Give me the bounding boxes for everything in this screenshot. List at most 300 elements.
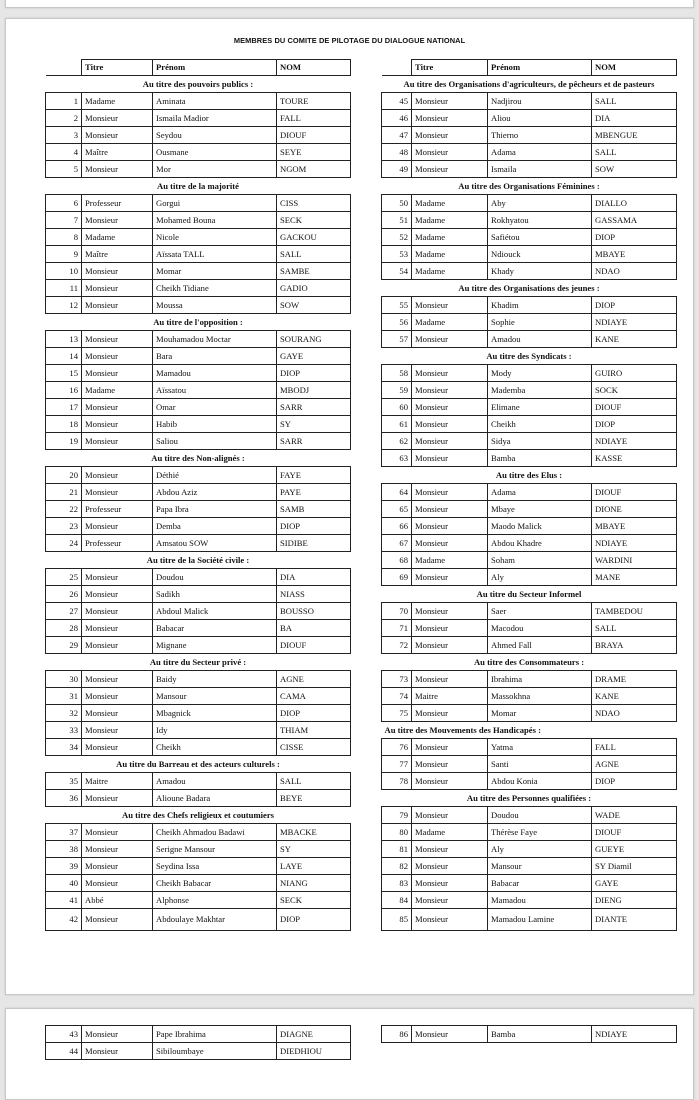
section-heading: Au titre de la majorité bbox=[46, 178, 351, 195]
header-titre: Titre bbox=[82, 60, 153, 76]
member-number: 71 bbox=[382, 620, 412, 637]
member-nom: WARDINI bbox=[592, 552, 677, 569]
member-row bbox=[382, 858, 677, 875]
member-titre: Monsieur bbox=[412, 450, 488, 467]
member-prenom: Sadikh bbox=[153, 586, 277, 603]
member-titre: Maitre bbox=[412, 688, 488, 705]
section-heading: Au titre des Mouvements des Handicapés : bbox=[382, 722, 677, 739]
member-titre: Abbé bbox=[82, 892, 153, 909]
member-number: 74 bbox=[382, 688, 412, 705]
member-prenom: Amsatou SOW bbox=[153, 535, 277, 552]
member-titre: Monsieur bbox=[412, 297, 488, 314]
member-titre: Professeur bbox=[82, 501, 153, 518]
member-titre: Monsieur bbox=[412, 127, 488, 144]
member-row bbox=[46, 858, 351, 875]
member-number: 44 bbox=[46, 1043, 82, 1060]
member-number: 2 bbox=[46, 110, 82, 127]
section-heading-row bbox=[382, 790, 677, 807]
member-titre: Monsieur bbox=[82, 263, 153, 280]
member-nom: DIANTE bbox=[592, 909, 677, 931]
member-nom: SALL bbox=[592, 620, 677, 637]
member-nom: GADIO bbox=[277, 280, 351, 297]
member-prenom: Gorgui bbox=[153, 195, 277, 212]
member-nom: DIOP bbox=[592, 773, 677, 790]
member-nom: THIAM bbox=[277, 722, 351, 739]
member-nom: BOUSSO bbox=[277, 603, 351, 620]
member-number: 42 bbox=[46, 909, 82, 931]
member-number: 38 bbox=[46, 841, 82, 858]
member-prenom: Aby bbox=[488, 195, 592, 212]
member-number: 20 bbox=[46, 467, 82, 484]
member-prenom: Sibiloumbaye bbox=[153, 1043, 277, 1060]
member-row bbox=[46, 637, 351, 654]
member-number: 29 bbox=[46, 637, 82, 654]
member-nom: GACKOU bbox=[277, 229, 351, 246]
section-heading: Au titre du Secteur privé : bbox=[46, 654, 351, 671]
member-number: 26 bbox=[46, 586, 82, 603]
member-titre: Monsieur bbox=[82, 875, 153, 892]
member-titre: Monsieur bbox=[412, 110, 488, 127]
member-titre: Monsieur bbox=[82, 433, 153, 450]
member-number: 25 bbox=[46, 569, 82, 586]
member-prenom: Nicole bbox=[153, 229, 277, 246]
member-prenom: Momar bbox=[153, 263, 277, 280]
member-number: 45 bbox=[382, 93, 412, 110]
member-titre: Maître bbox=[82, 144, 153, 161]
member-titre: Monsieur bbox=[82, 824, 153, 841]
member-titre: Monsieur bbox=[82, 280, 153, 297]
member-row bbox=[382, 144, 677, 161]
section-heading: Au titre des Organisations Féminines : bbox=[382, 178, 677, 195]
member-row bbox=[382, 297, 677, 314]
member-titre: Professeur bbox=[82, 195, 153, 212]
member-titre: Madame bbox=[82, 229, 153, 246]
header-number-cell bbox=[382, 60, 412, 76]
member-titre: Monsieur bbox=[412, 365, 488, 382]
member-prenom: Abdoulaye Makhtar bbox=[153, 909, 277, 931]
member-number: 57 bbox=[382, 331, 412, 348]
member-number: 5 bbox=[46, 161, 82, 178]
member-prenom: Saer bbox=[488, 603, 592, 620]
member-nom: SAMBE bbox=[277, 263, 351, 280]
member-number: 52 bbox=[382, 229, 412, 246]
member-number: 81 bbox=[382, 841, 412, 858]
member-row bbox=[46, 909, 351, 931]
member-number: 7 bbox=[46, 212, 82, 229]
member-row bbox=[382, 365, 677, 382]
members-table-right bbox=[381, 59, 677, 931]
section-heading: Au titre des Elus : bbox=[382, 467, 677, 484]
member-number: 78 bbox=[382, 773, 412, 790]
member-row bbox=[382, 433, 677, 450]
member-row bbox=[46, 399, 351, 416]
member-nom: NDIAYE bbox=[592, 535, 677, 552]
member-titre: Monsieur bbox=[82, 484, 153, 501]
member-row bbox=[382, 161, 677, 178]
member-row bbox=[46, 433, 351, 450]
member-row bbox=[382, 314, 677, 331]
member-titre: Monsieur bbox=[82, 212, 153, 229]
member-prenom: Cheikh bbox=[488, 416, 592, 433]
member-nom: DIEDHIOU bbox=[277, 1043, 351, 1060]
member-titre: Monsieur bbox=[412, 484, 488, 501]
member-prenom: Serigne Mansour bbox=[153, 841, 277, 858]
member-row bbox=[382, 450, 677, 467]
member-prenom: Bamba bbox=[488, 1026, 592, 1043]
member-number: 62 bbox=[382, 433, 412, 450]
member-titre: Monsieur bbox=[82, 365, 153, 382]
member-prenom: Mody bbox=[488, 365, 592, 382]
member-titre: Monsieur bbox=[412, 756, 488, 773]
member-number: 33 bbox=[46, 722, 82, 739]
member-row bbox=[382, 875, 677, 892]
member-row bbox=[382, 909, 677, 931]
member-nom: SOCK bbox=[592, 382, 677, 399]
member-row bbox=[382, 535, 677, 552]
member-prenom: Saliou bbox=[153, 433, 277, 450]
member-prenom: Ismaila bbox=[488, 161, 592, 178]
member-number: 85 bbox=[382, 909, 412, 931]
member-row bbox=[46, 229, 351, 246]
member-number: 40 bbox=[46, 875, 82, 892]
member-nom: SY bbox=[277, 416, 351, 433]
member-prenom: Adama bbox=[488, 484, 592, 501]
member-titre: Madame bbox=[412, 824, 488, 841]
member-prenom: Alioune Badara bbox=[153, 790, 277, 807]
member-number: 41 bbox=[46, 892, 82, 909]
member-titre: Monsieur bbox=[82, 858, 153, 875]
member-row bbox=[382, 892, 677, 909]
member-nom: DIOP bbox=[592, 416, 677, 433]
section-heading-row bbox=[46, 314, 351, 331]
section-heading: Au titre du Barreau et des acteurs culturels : bbox=[46, 756, 351, 773]
member-prenom: Doudou bbox=[488, 807, 592, 824]
member-prenom: Cheikh bbox=[153, 739, 277, 756]
member-titre: Monsieur bbox=[412, 841, 488, 858]
member-titre: Monsieur bbox=[82, 161, 153, 178]
member-titre: Monsieur bbox=[82, 569, 153, 586]
member-prenom: Mor bbox=[153, 161, 277, 178]
member-number: 54 bbox=[382, 263, 412, 280]
member-titre: Monsieur bbox=[82, 637, 153, 654]
member-titre: Monsieur bbox=[82, 620, 153, 637]
member-row bbox=[46, 348, 351, 365]
member-nom: DIALLO bbox=[592, 195, 677, 212]
member-row bbox=[382, 671, 677, 688]
member-prenom: Baidy bbox=[153, 671, 277, 688]
member-number: 64 bbox=[382, 484, 412, 501]
member-nom: TAMBEDOU bbox=[592, 603, 677, 620]
member-number: 59 bbox=[382, 382, 412, 399]
member-titre: Monsieur bbox=[82, 790, 153, 807]
member-nom: BEYE bbox=[277, 790, 351, 807]
member-number: 75 bbox=[382, 705, 412, 722]
member-prenom: Habib bbox=[153, 416, 277, 433]
member-row bbox=[46, 671, 351, 688]
member-nom: SAMB bbox=[277, 501, 351, 518]
member-nom: MBODJ bbox=[277, 382, 351, 399]
header-nom: NOM bbox=[592, 60, 677, 76]
member-titre: Monsieur bbox=[412, 399, 488, 416]
member-nom: MBACKE bbox=[277, 824, 351, 841]
member-titre: Monsieur bbox=[412, 705, 488, 722]
member-number: 83 bbox=[382, 875, 412, 892]
member-number: 86 bbox=[382, 1026, 412, 1043]
section-heading: Au titre de l'opposition : bbox=[46, 314, 351, 331]
member-prenom: Amadou bbox=[488, 331, 592, 348]
member-prenom: Mbagnick bbox=[153, 705, 277, 722]
member-nom: NDAO bbox=[592, 705, 677, 722]
member-row bbox=[46, 773, 351, 790]
member-nom: SALL bbox=[277, 246, 351, 263]
member-prenom: Mansour bbox=[488, 858, 592, 875]
document-title: MEMBRES DU COMITE DE PILOTAGE DU DIALOGUE NATIONAL bbox=[233, 36, 466, 45]
member-nom: BA bbox=[277, 620, 351, 637]
member-nom: KASSE bbox=[592, 450, 677, 467]
member-nom: MBAYE bbox=[592, 246, 677, 263]
member-titre: Madame bbox=[412, 195, 488, 212]
member-nom: SY Diamil bbox=[592, 858, 677, 875]
member-row bbox=[46, 739, 351, 756]
member-row bbox=[46, 722, 351, 739]
member-nom: DIAGNE bbox=[277, 1026, 351, 1043]
member-prenom: Babacar bbox=[153, 620, 277, 637]
member-number: 32 bbox=[46, 705, 82, 722]
section-heading: Au titre des Personnes qualifiées : bbox=[382, 790, 677, 807]
member-nom: MANE bbox=[592, 569, 677, 586]
header-titre: Titre bbox=[412, 60, 488, 76]
member-row bbox=[382, 739, 677, 756]
member-nom: SEYE bbox=[277, 144, 351, 161]
member-row bbox=[382, 807, 677, 824]
member-row bbox=[382, 399, 677, 416]
member-number: 15 bbox=[46, 365, 82, 382]
member-titre: Maître bbox=[82, 246, 153, 263]
section-heading-row bbox=[382, 178, 677, 195]
member-nom: SY bbox=[277, 841, 351, 858]
member-titre: Madame bbox=[412, 314, 488, 331]
member-prenom: Aliou bbox=[488, 110, 592, 127]
member-prenom: Doudou bbox=[153, 569, 277, 586]
member-titre: Monsieur bbox=[412, 858, 488, 875]
member-row bbox=[46, 144, 351, 161]
member-titre: Monsieur bbox=[82, 671, 153, 688]
member-prenom: Omar bbox=[153, 399, 277, 416]
member-nom: DIOP bbox=[277, 705, 351, 722]
section-heading-row bbox=[46, 552, 351, 569]
member-row bbox=[382, 263, 677, 280]
member-nom: MBENGUE bbox=[592, 127, 677, 144]
member-prenom: Aïssata TALL bbox=[153, 246, 277, 263]
member-titre: Monsieur bbox=[412, 875, 488, 892]
section-heading: Au titre des Syndicats : bbox=[382, 348, 677, 365]
member-titre: Monsieur bbox=[82, 705, 153, 722]
section-heading-row bbox=[382, 467, 677, 484]
members-table-left-continued bbox=[45, 1025, 351, 1060]
member-prenom: Aly bbox=[488, 569, 592, 586]
member-nom: DIOUF bbox=[592, 484, 677, 501]
member-titre: Monsieur bbox=[82, 467, 153, 484]
member-nom: DIOP bbox=[277, 365, 351, 382]
member-row bbox=[382, 229, 677, 246]
section-heading: Au titre des Consommateurs : bbox=[382, 654, 677, 671]
section-heading-row bbox=[382, 348, 677, 365]
member-nom: DIOUF bbox=[277, 127, 351, 144]
member-nom: DIOP bbox=[277, 518, 351, 535]
member-nom: SARR bbox=[277, 399, 351, 416]
member-titre: Monsieur bbox=[82, 331, 153, 348]
member-number: 84 bbox=[382, 892, 412, 909]
member-number: 67 bbox=[382, 535, 412, 552]
member-titre: Monsieur bbox=[82, 1026, 153, 1043]
member-titre: Madame bbox=[412, 246, 488, 263]
member-prenom: Babacar bbox=[488, 875, 592, 892]
member-titre: Monsieur bbox=[82, 110, 153, 127]
member-nom: NIASS bbox=[277, 586, 351, 603]
member-row bbox=[382, 331, 677, 348]
member-titre: Monsieur bbox=[82, 722, 153, 739]
member-number: 68 bbox=[382, 552, 412, 569]
member-number: 10 bbox=[46, 263, 82, 280]
member-row bbox=[46, 93, 351, 110]
member-prenom: Macodou bbox=[488, 620, 592, 637]
member-titre: Monsieur bbox=[82, 127, 153, 144]
member-row bbox=[382, 246, 677, 263]
member-row bbox=[382, 93, 677, 110]
member-nom: NDIAYE bbox=[592, 314, 677, 331]
member-number: 16 bbox=[46, 382, 82, 399]
header-prenom: Prénom bbox=[488, 60, 592, 76]
member-number: 80 bbox=[382, 824, 412, 841]
member-titre: Monsieur bbox=[412, 637, 488, 654]
member-row bbox=[46, 705, 351, 722]
member-nom: NDIAYE bbox=[592, 433, 677, 450]
member-nom: AGNE bbox=[592, 756, 677, 773]
member-prenom: Mignane bbox=[153, 637, 277, 654]
member-row bbox=[46, 467, 351, 484]
member-row bbox=[46, 586, 351, 603]
member-nom: CISSE bbox=[277, 739, 351, 756]
header-number-cell bbox=[46, 60, 82, 76]
member-row bbox=[46, 688, 351, 705]
member-number: 8 bbox=[46, 229, 82, 246]
member-row bbox=[382, 705, 677, 722]
member-number: 23 bbox=[46, 518, 82, 535]
header-prenom: Prénom bbox=[153, 60, 277, 76]
member-row bbox=[46, 824, 351, 841]
member-titre: Monsieur bbox=[82, 297, 153, 314]
section-heading: Au titre des pouvoirs publics : bbox=[46, 76, 351, 93]
member-number: 3 bbox=[46, 127, 82, 144]
member-row bbox=[382, 382, 677, 399]
member-prenom: Maodo Malick bbox=[488, 518, 592, 535]
member-nom: DIOP bbox=[592, 297, 677, 314]
member-nom: SALL bbox=[277, 773, 351, 790]
member-prenom: Mohamed Bouna bbox=[153, 212, 277, 229]
member-titre: Monsieur bbox=[412, 569, 488, 586]
member-nom: CISS bbox=[277, 195, 351, 212]
member-number: 51 bbox=[382, 212, 412, 229]
member-number: 65 bbox=[382, 501, 412, 518]
member-prenom: Idy bbox=[153, 722, 277, 739]
member-row bbox=[46, 841, 351, 858]
member-titre: Monsieur bbox=[412, 501, 488, 518]
section-heading: Au titre des Non-alignés : bbox=[46, 450, 351, 467]
member-row bbox=[46, 1043, 351, 1060]
member-prenom: Khadim bbox=[488, 297, 592, 314]
member-nom: CAMA bbox=[277, 688, 351, 705]
member-row bbox=[46, 280, 351, 297]
member-nom: NDIAYE bbox=[592, 1026, 677, 1043]
member-prenom: Déthié bbox=[153, 467, 277, 484]
member-titre: Monsieur bbox=[412, 518, 488, 535]
member-prenom: Sophie bbox=[488, 314, 592, 331]
section-heading-row bbox=[46, 654, 351, 671]
member-titre: Madame bbox=[412, 552, 488, 569]
section-heading-row bbox=[46, 450, 351, 467]
member-row bbox=[382, 484, 677, 501]
member-nom: GASSAMA bbox=[592, 212, 677, 229]
member-prenom: Abdoul Malick bbox=[153, 603, 277, 620]
members-table-right-continued bbox=[381, 1025, 677, 1043]
member-nom: GUEYE bbox=[592, 841, 677, 858]
member-number: 66 bbox=[382, 518, 412, 535]
member-nom: SOW bbox=[277, 297, 351, 314]
member-titre: Madame bbox=[82, 93, 153, 110]
member-row bbox=[46, 518, 351, 535]
member-row bbox=[46, 331, 351, 348]
member-nom: FALL bbox=[592, 739, 677, 756]
member-prenom: Aminata bbox=[153, 93, 277, 110]
member-prenom: Ismaila Madior bbox=[153, 110, 277, 127]
member-nom: SIDIBE bbox=[277, 535, 351, 552]
member-prenom: Cheikh Tidiane bbox=[153, 280, 277, 297]
member-nom: BRAYA bbox=[592, 637, 677, 654]
section-heading-row bbox=[46, 756, 351, 773]
member-row bbox=[46, 875, 351, 892]
member-row bbox=[46, 382, 351, 399]
member-row bbox=[382, 212, 677, 229]
member-row bbox=[382, 688, 677, 705]
member-prenom: Cheikh Babacar bbox=[153, 875, 277, 892]
member-titre: Monsieur bbox=[82, 1043, 153, 1060]
member-number: 19 bbox=[46, 433, 82, 450]
member-titre: Monsieur bbox=[412, 773, 488, 790]
members-table-left bbox=[45, 59, 351, 931]
member-nom: GUIRO bbox=[592, 365, 677, 382]
member-titre: Monsieur bbox=[412, 416, 488, 433]
member-prenom: Mamadou Lamine bbox=[488, 909, 592, 931]
member-nom: DIENG bbox=[592, 892, 677, 909]
member-titre: Monsieur bbox=[412, 603, 488, 620]
member-number: 63 bbox=[382, 450, 412, 467]
member-nom: NGOM bbox=[277, 161, 351, 178]
member-nom: GAYE bbox=[277, 348, 351, 365]
member-nom: PAYE bbox=[277, 484, 351, 501]
member-number: 76 bbox=[382, 739, 412, 756]
section-heading-row bbox=[382, 722, 677, 739]
member-number: 77 bbox=[382, 756, 412, 773]
member-prenom: Elimane bbox=[488, 399, 592, 416]
member-prenom: Safiétou bbox=[488, 229, 592, 246]
member-titre: Monsieur bbox=[82, 688, 153, 705]
member-row bbox=[46, 620, 351, 637]
header-nom: NOM bbox=[277, 60, 351, 76]
member-prenom: Mamadou bbox=[153, 365, 277, 382]
member-titre: Monsieur bbox=[412, 535, 488, 552]
member-row bbox=[382, 773, 677, 790]
member-row bbox=[382, 841, 677, 858]
